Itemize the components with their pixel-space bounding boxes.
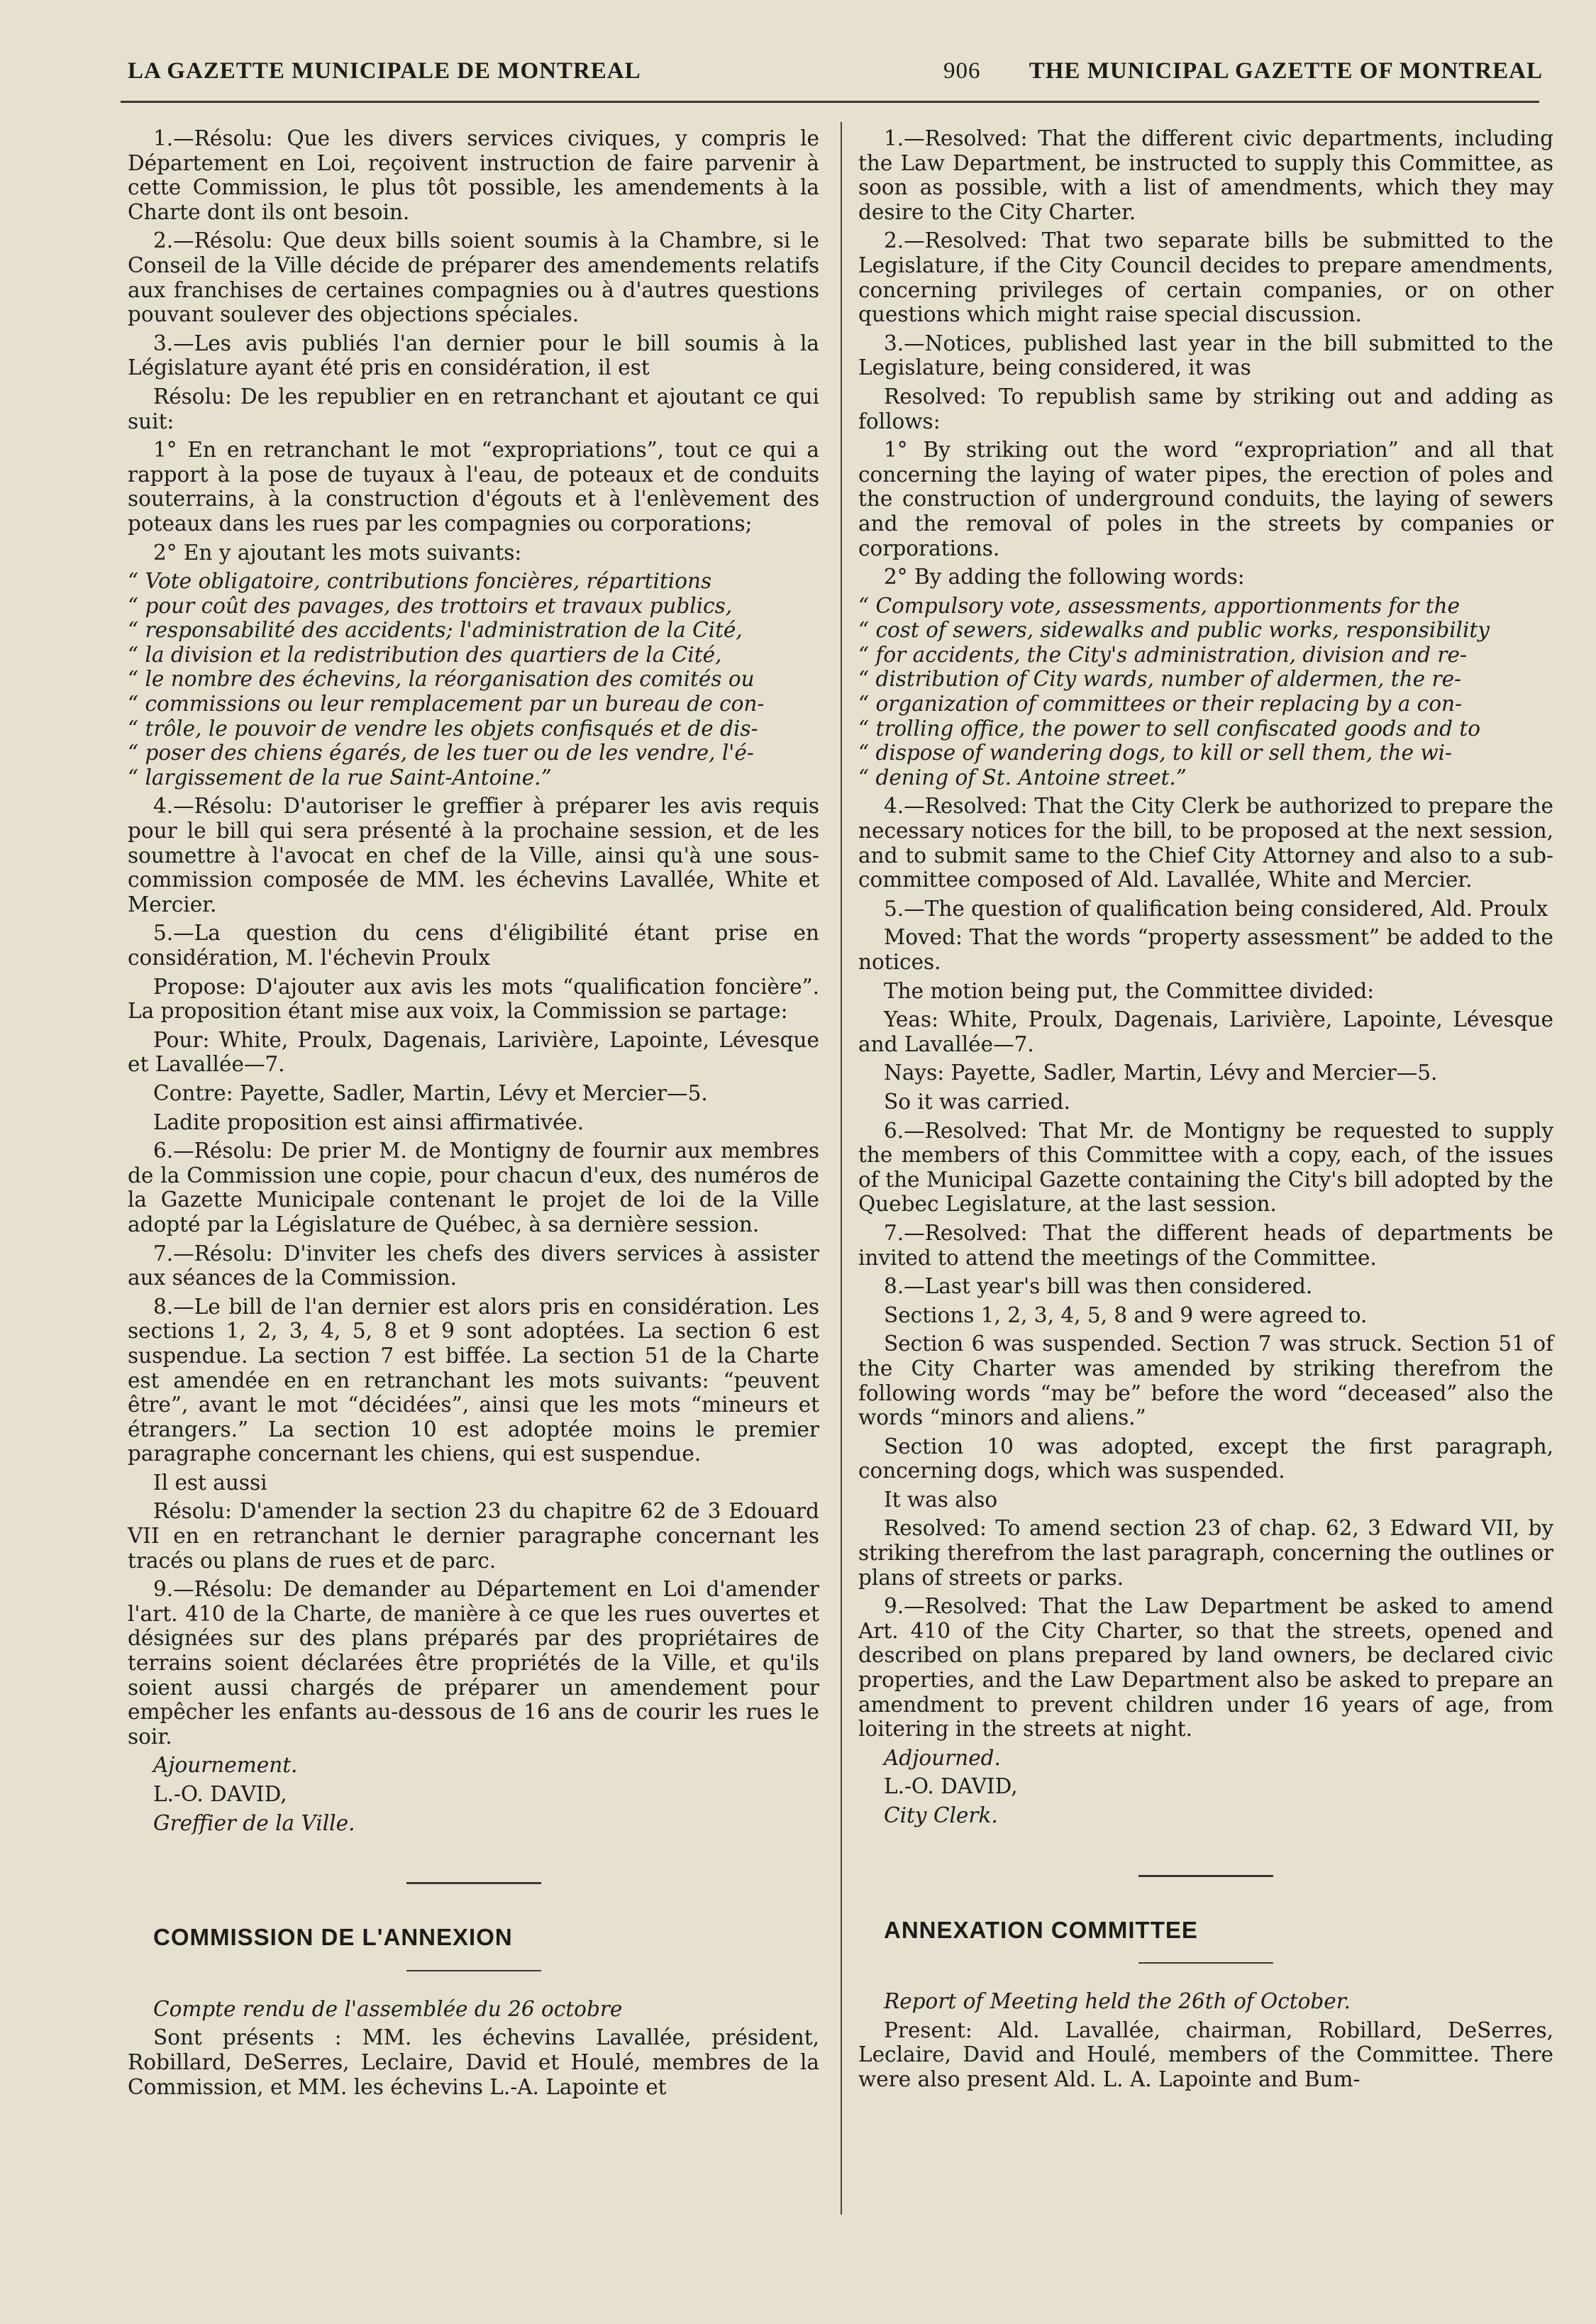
en-quote-line: “ trolling office, the power to sell confiscated goods and to xyxy=(858,716,1480,741)
fr-quote-line: “ la division et la redistribution des quartiers de la Cité, xyxy=(128,642,722,667)
fr-resolution-3-item-1: 1° En en retranchant le mot “expropriations”, tout ce qui a rapport à la pose de tuyaux à l'eau, de poteaux et de conduits souterrains, à la construction d'égouts et à l'enlèvement des poteaux dans les rues par les compagnies ou corporations; xyxy=(128,438,819,536)
fr-quote-line: “ Vote obligatoire, contributions foncières, répartitions xyxy=(128,569,712,594)
fr-quote-line: “ pour coût des pavages, des trottoirs et travaux publics, xyxy=(128,593,733,618)
fr-vote-result: Ladite proposition est ainsi affirmativée. xyxy=(153,1110,584,1134)
en-resolution-4: 4.—Resolved: That the City Clerk be authorized to prepare the necessary notices for the bill, to be proposed at the next session, and to submit same to the Chief City Attorney and also to a sub-committee composed of Ald. Lavallée, White and Mercier. xyxy=(858,794,1553,892)
fr-resolution-5-motion: Propose: D'ajouter aux avis les mots “qualification foncière”. La proposition étant mise aux voix, la Commission se partage: xyxy=(128,974,819,1024)
en-section-rule xyxy=(1138,1875,1273,1877)
page-number: 906 xyxy=(943,58,981,84)
fr-resolution-7: 7.—Résolu: D'inviter les chefs des divers services à assister aux séances de la Commission. xyxy=(128,1241,819,1290)
fr-vote-against: Contre: Payette, Sadler, Martin, Lévy et Mercier—5. xyxy=(153,1080,708,1105)
header-title-english: THE MUNICIPAL GAZETTE OF MONTREAL xyxy=(1029,58,1543,84)
fr-vote-for: Pour: White, Proulx, Dagenais, Larivière, Lapointe, Lévesque et Lavallée—7. xyxy=(128,1027,819,1077)
fr-resolution-8: 8.—Le bill de l'an dernier est alors pris en considération. Les sections 1, 2, 3, 4, 5, 8 et 9 sont adoptées. La section 6 est suspendue. La section 7 est biffée. La section 51 de la Charte est amendée en en retranchant les mots suivants: “peuvent être”, avant le mot “décidées”, ainsi que les mots “mineurs et étrangers.” La section 10 est adoptée moins le premier paragraphe concernant les chiens, qui est suspendue. xyxy=(128,1294,819,1466)
fr-signature-title: Greffier de la Ville. xyxy=(153,1810,355,1835)
header-title-french: LA GAZETTE MUNICIPALE DE MONTREAL xyxy=(128,58,641,84)
fr-quote-line: “ trôle, le pouvoir de vendre les objets confisqués et de dis- xyxy=(128,716,758,741)
fr-quote-line: “ responsabilité des accidents; l'administration de la Cité, xyxy=(128,618,743,643)
en-resolution-8-section10: Section 10 was adopted, except the first paragraph, concerning dogs, which was suspended. xyxy=(858,1434,1553,1483)
en-quote-line: “ cost of sewers, sidewalks and public works, responsibility xyxy=(858,618,1490,643)
fr-resolution-4: 4.—Résolu: D'autoriser le greffier à préparer les avis requis pour le bill qui sera présenté à la prochaine session, et de les soumettre à l'avocat en chef de la Ville, ainsi qu'à une sous-commission composée de MM. les échevins Lavallée, White et Mercier. xyxy=(128,794,819,917)
french-column xyxy=(128,126,819,2103)
en-resolution-1: 1.—Resolved: That the different civic departments, including the Law Department, be instructed to supply this Committee, as soon as possible, with a list of amendments, which they may desire to the City Charter. xyxy=(858,126,1553,224)
fr-section-rule xyxy=(406,1882,541,1884)
en-signature-name: L.-O. DAVID, xyxy=(884,1774,1018,1799)
en-quote-line: “ organization of committees or their replacing by a con- xyxy=(858,692,1462,716)
en-resolution-3-item-1: 1° By striking out the word “expropriation” and all that concerning the laying of water pipes, the erection of poles and the construction of underground conduits, the laying of sewers and the removal of poles in the streets by companies or corporations. xyxy=(858,438,1553,560)
en-vote-yeas: Yeas: White, Proulx, Dagenais, Larivière, Lapointe, Lévesque and Lavallée—7. xyxy=(858,1007,1553,1056)
en-resolution-8-sections: Sections 1, 2, 3, 4, 5, 8 and 9 were agreed to. xyxy=(884,1302,1368,1327)
en-quote-line: “ Compulsory vote, assessments, apportionments for the xyxy=(858,593,1460,618)
en-resolution-8-amend: Section 6 was suspended. Section 7 was struck. Section 51 of the City Charter was amended by striking therefrom the following words “may be” before the word “deceased” also the words “minors and aliens.” xyxy=(858,1332,1553,1430)
en-title-rule xyxy=(1138,1962,1273,1964)
en-resolution-8: 8.—Last year's bill was then considered. xyxy=(884,1274,1313,1299)
fr-resolution-2: 2.—Résolu: Que deux bills soient soumis à la Chambre, si le Conseil de la Ville décide de préparer des amendements relatifs aux franchises de certaines compagnies ou à d'autres questions pouvant soulever des objections spéciales. xyxy=(128,228,819,327)
en-division: The motion being put, the Committee divided: xyxy=(884,978,1375,1003)
fr-resolution-1: 1.—Résolu: Que les divers services civiques, y compris le Département en Loi, reçoivent instruction de faire parvenir à cette Commission, le plus tôt possible, les amendements à la Charte dont ils ont besoin. xyxy=(128,126,819,224)
fr-section-title: COMMISSION DE L'ANNEXION xyxy=(153,1924,513,1951)
en-signature-title: City Clerk. xyxy=(884,1803,998,1827)
fr-resolution-8-resolved: Résolu: D'amender la section 23 du chapitre 62 de 3 Edouard VII en en retranchant le dernier paragraphe concernant les tracés ou plans de rues et de parc. xyxy=(128,1499,819,1573)
fr-title-rule xyxy=(406,1970,541,1971)
en-vote-nays: Nays: Payette, Sadler, Martin, Lévy and Mercier—5. xyxy=(884,1061,1438,1085)
en-section-subtitle: Report of Meeting held the 26th of October. xyxy=(884,1989,1351,2014)
en-resolution-7: 7.—Resolved: That the different heads of departments be invited to attend the meetings of the Committee. xyxy=(858,1220,1553,1270)
fr-resolution-3-resolved: Résolu: De les republier en en retranchant et ajoutant ce qui suit: xyxy=(128,384,819,433)
en-resolution-6: 6.—Resolved: That Mr. de Montigny be requested to supply the members of this Committee with a copy, each, of the issues of the Municipal Gazette containing the City's bill adopted by the Quebec Legislature, at the last session. xyxy=(858,1118,1553,1217)
fr-signature-name: L.-O. DAVID, xyxy=(153,1782,287,1806)
en-quote-line: “ for accidents, the City's administration, division and re- xyxy=(858,642,1467,667)
en-quote-line: “ distribution of City wards, number of aldermen, the re- xyxy=(858,667,1462,692)
fr-resolution-3: 3.—Les avis publiés l'an dernier pour le bill soumis à la Législature ayant été pris en considération, il est xyxy=(128,331,819,380)
page-header xyxy=(128,58,1543,95)
en-resolution-5: 5.—The question of qualification being considered, Ald. Proulx xyxy=(884,896,1548,921)
fr-resolution-9: 9.—Résolu: De demander au Département en Loi d'amender l'art. 410 de la Charte, de manière à ce que les rues ouvertes et désignées sur des plans préparés par des propriétaires de terrains soient déclarées être propriétés de la Ville, et qu'ils soient aussi chargés de préparer un amendement pour empêcher les enfants au-dessous de 16 ans de courir les rues le soir. xyxy=(128,1577,819,1749)
en-quote-line: “ dispose of wandering dogs, to kill or sell them, the wi- xyxy=(858,741,1453,765)
fr-resolution-6: 6.—Résolu: De prier M. de Montigny de fournir aux membres de la Commission une copie, pour chacun d'eux, des numéros de la Gazette Municipale contenant le projet de loi de la Ville adopté par la Législature de Québec, à sa dernière session. xyxy=(128,1139,819,1236)
en-present: Present: Ald. Lavallée, chairman, Robillard, DeSerres, Leclaire, David and Houlé, members of the Committee. There were also present Ald. L. A. Lapointe and Bum- xyxy=(858,2018,1553,2091)
fr-quote-line: “ le nombre des échevins, la réorganisation des comités ou xyxy=(128,667,755,692)
fr-quote-line: “ commissions ou leur remplacement par un bureau de con- xyxy=(128,692,765,716)
fr-quote-line: “ poser des chiens égarés, de les tuer ou de les vendre, l'é- xyxy=(128,741,754,765)
fr-section-subtitle: Compte rendu de l'assemblée du 26 octobre xyxy=(153,1996,623,2021)
fr-adjournment: Ajournement. xyxy=(153,1753,298,1778)
fr-present: Sont présents : MM. les échevins Lavallée, président, Robillard, DeSerres, Leclaire, David et Houlé, membres de la Commission, et MM. les échevins L.-A. Lapointe et xyxy=(128,2025,819,2099)
en-resolution-5-motion: Moved: That the words “property assessment” be added to the notices. xyxy=(858,925,1553,974)
fr-resolution-5: 5.—La question du cens d'éligibilité étant prise en considération, M. l'échevin Proulx xyxy=(128,921,819,970)
en-resolution-2: 2.—Resolved: That two separate bills be submitted to the Legislature, if the City Council decides to prepare amendments, concerning privileges of certain companies, or on other questions which might raise special discussion. xyxy=(858,228,1553,327)
en-resolution-3: 3.—Notices, published last year in the bill submitted to the Legislature, being considered, it was xyxy=(858,331,1553,380)
fr-resolution-8-also: Il est aussi xyxy=(153,1470,267,1495)
en-resolution-9: 9.—Resolved: That the Law Department be asked to amend Art. 410 of the City Charter, so that the streets, opened and described on plans prepared by land owners, be declared civic properties, and the Law Department also be asked to prepare an amendment to prevent children under 16 years of age, from loitering in the streets at night. xyxy=(858,1594,1553,1742)
fr-resolution-3-item-2: 2° En y ajoutant les mots suivants: xyxy=(153,540,522,565)
en-resolution-3-resolved: Resolved: To republish same by striking out and adding as follows: xyxy=(858,384,1553,433)
fr-quote-line: “ largissement de la rue Saint-Antoine.” xyxy=(128,765,552,790)
en-section-title: ANNEXATION COMMITTEE xyxy=(884,1916,1198,1943)
en-quote-line: “ dening of St. Antoine street.” xyxy=(858,765,1187,790)
en-resolution-8-also: It was also xyxy=(884,1487,998,1512)
en-adjournment: Adjourned. xyxy=(884,1745,1001,1770)
column-divider xyxy=(841,122,842,2215)
en-resolution-3-item-2: 2° By adding the following words: xyxy=(884,565,1245,590)
english-column xyxy=(858,126,1553,2096)
header-rule xyxy=(121,101,1539,103)
en-vote-result: So it was carried. xyxy=(884,1089,1070,1114)
en-resolution-8-resolved: Resolved: To amend section 23 of chap. 62, 3 Edward VII, by striking therefrom the last paragraph, concerning the outlines or plans of streets or parks. xyxy=(858,1516,1553,1590)
